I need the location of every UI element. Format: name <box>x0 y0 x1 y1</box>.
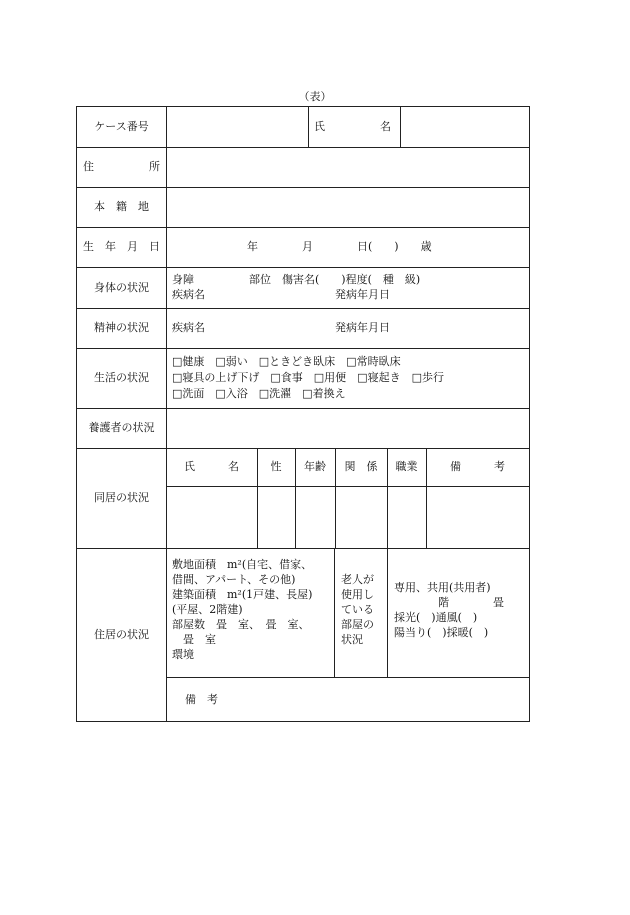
caregiver-label: 養護者の状況 <box>88 421 155 434</box>
remarks-divider <box>166 677 529 678</box>
housing-right-line: 専用、共用(共用者) <box>394 581 491 594</box>
daily-life-line-1: □健康 □弱い □ときどき臥床 □常時臥床 <box>172 355 401 368</box>
address-label: 住 所 <box>83 160 160 173</box>
housing-mid-line: 老人が <box>341 573 374 586</box>
row-divider <box>77 187 529 188</box>
housing-left-line: 部屋数 畳 室、 畳 室、 <box>172 618 310 631</box>
physical-onset-label: 発病年月日 <box>335 288 390 301</box>
housing-mid-line: 使用し <box>341 588 374 601</box>
birthdate-value: 年 月 日( ) 歳 <box>247 240 432 253</box>
cohabit-header-sex: 性 <box>270 460 282 473</box>
housing-right-line: 階 畳 <box>394 596 504 609</box>
form-caption: （表） <box>298 90 332 103</box>
housing-mid-line: ている <box>341 603 374 616</box>
mental-status-label: 精神の状況 <box>94 321 149 334</box>
housing-divider <box>334 548 335 677</box>
daily-life-line-3: □洗面 □入浴 □洗濯 □着換え <box>172 387 346 400</box>
cohabit-header-remarks: 備 考 <box>450 460 505 473</box>
housing-label: 住居の状況 <box>94 628 149 641</box>
housing-right-line: 採光( )通風( ) <box>394 611 478 624</box>
row-divider <box>77 267 529 268</box>
case-record-form <box>76 106 530 722</box>
label-column-divider <box>166 107 167 721</box>
housing-left-line: 借間、アパート、その他) <box>172 573 296 586</box>
cohabit-header-divider <box>166 486 529 487</box>
daily-life-line-2: □寝具の上げ下げ □食事 □用便 □寝起き □歩行 <box>172 371 444 384</box>
physical-disease-label: 疾病名 <box>172 288 205 301</box>
name-divider <box>400 107 401 147</box>
name-label: 氏 名 <box>314 120 391 133</box>
physical-line-1: 身障 部位 傷害名( )程度( 種 級) <box>172 273 421 286</box>
cohabit-header-age: 年齢 <box>304 460 326 473</box>
cohabit-header-relation: 関 係 <box>344 460 378 473</box>
name-divider <box>308 107 309 147</box>
physical-status-label: 身体の状況 <box>94 281 149 294</box>
row-divider <box>77 227 529 228</box>
cohabitation-label: 同居の状況 <box>94 491 149 504</box>
domicile-label: 本 籍 地 <box>94 200 149 213</box>
housing-mid-line: 部屋の <box>341 618 374 631</box>
housing-left-line: 環境 <box>172 648 194 661</box>
birthdate-label: 生 年 月 日 <box>83 240 160 253</box>
row-divider <box>77 448 529 449</box>
row-divider <box>77 308 529 309</box>
mental-onset-label: 発病年月日 <box>335 321 390 334</box>
housing-right-line: 陽当り( )採暖( ) <box>394 626 489 639</box>
remarks-label: 備 考 <box>185 693 218 706</box>
housing-divider <box>387 548 388 677</box>
housing-left-line: 建築面積 m²(1戸建、長屋) <box>172 588 313 601</box>
row-divider <box>77 348 529 349</box>
cohabit-header-name: 氏 名 <box>184 460 239 473</box>
daily-life-label: 生活の状況 <box>94 371 149 384</box>
row-divider <box>77 548 529 549</box>
row-divider <box>77 147 529 148</box>
housing-left-line: (平屋、2階建) <box>172 603 243 616</box>
housing-left-line: 敷地面積 m²(自宅、借家、 <box>172 558 313 571</box>
housing-left-line: 畳 室 <box>172 633 216 646</box>
mental-disease-label: 疾病名 <box>172 321 205 334</box>
cohabit-header-occupation: 職業 <box>395 460 418 473</box>
housing-mid-line: 状況 <box>341 633 363 646</box>
row-divider <box>77 408 529 409</box>
case-number-label: ケース番号 <box>94 120 149 133</box>
